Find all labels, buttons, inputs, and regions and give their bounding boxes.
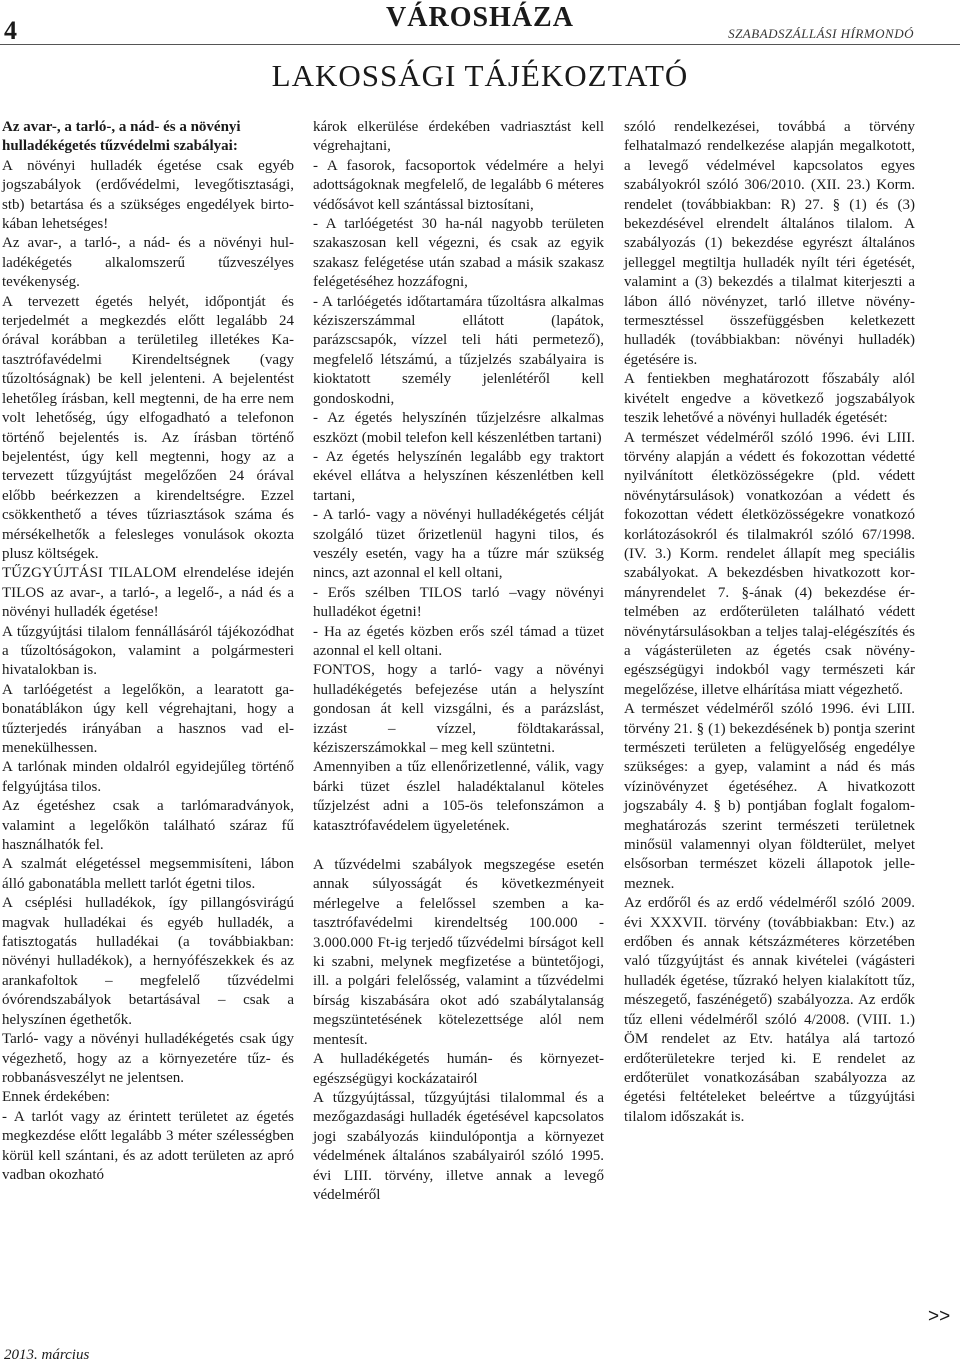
paragraph: A tűzgyújtási tilalom fennállásáról tájékozódhat a tűzoltóságokon, valamint a polgármesteri hivatalokban is.: [2, 623, 294, 679]
list-item: - A fasorok, facsoportok védelmére a helyi adottságoknak megfelelő, de legalább 6 méteres védősávot kell szántással biztosítani,: [313, 157, 604, 213]
list-item: - A tarló- vagy a növényi hulladékégetés célját szolgáló tüzet őrizetlenül hagyni tilos, és veszély esetén, vagy ha a tűzre már szükség nincs, azt azonnal el kell oltani,: [313, 507, 604, 582]
paragraph: Amennyiben a tűz ellenőrizetlenné, válik, vagy bárki tüzet észlel haladéktalanul köteles tűzjelzést adni a 105-ös telefonszámon a katasztrófavédelem ügyeletének.: [313, 759, 604, 834]
paragraph: A fentiekben meghatározott főszabály alól kivételt engedve a következő jogszabályok teszik lehetővé a növényi hulladék égetését:: [624, 371, 915, 427]
article-title-line-2: hulladékégetés tűzvédelmi szabályai:: [2, 138, 238, 155]
paragraph: Az erdőről és az erdő védelméről szóló 2009. évi XXXVII. törvény (továbbiakban: Etv.) az erdőben és annak kétszázméteres körzetében való tűzgyújtást és annak kivételei (vágásteri hulladék égetése, tűzrakó helyen kialakított tűz, mészegető, faszénégető) szabályozza. Az erdők tűz elleni védelméről szóló 4/2008. (VIII. 1.) ÖM rendelet az Etv. hatálya alá tartozó erdőterületekre terjed ki. E rendelet az erdőterület vonatkozásában szabályozza az égetési feltételeket beleértve a tűzgyújtási tilalom időszakát is.: [624, 895, 915, 1125]
paragraph: A növényi hulladék égetése csak egyéb jogszabályok (erdővédelmi, levegőtisztasági, stb) betartása és a szükséges engedélyek birtokában lehetséges!: [2, 157, 294, 233]
page-heading: LAKOSSÁGI TÁJÉKOZTATÓ: [271, 58, 689, 93]
paragraph: Az égetéshez csak a tarlómaradványok, valamint a legelőkön található száraz fű használhatók fel.: [2, 798, 294, 854]
list-item: - A tarlóégetést 30 ha-nál nagyobb területen szakaszosan kell végezni, és csak az egyik szakasz felégetése után szabad a másik szakasz felégetéséhez hozzáfogni,: [313, 216, 604, 291]
paragraph: Az avar-, a tarló-, a nád- és a növényi hulladékégetés alkalomszerű tűzveszélyes tevékenység.: [2, 235, 294, 291]
paragraph: A tarlónak minden oldalról egyidejűleg történő felgyújtása tilos.: [2, 759, 294, 795]
paragraph: károk elkerülése érdekében vadriasztást kell végrehajtani,: [313, 119, 604, 155]
list-item: - Erős szélben TILOS tarló –vagy növényi hulladékot égetni!: [313, 584, 604, 621]
paragraph: FONTOS, hogy a tarló- vagy a növényi hulladékégetés befejezése után a helyszínt gondosan át kell vizsgálni, és a parázslást, izzást – vízzel, földtakarással, kéziszerszámokkal – meg kell szüntetni.: [313, 662, 604, 756]
paragraph: A szalmát elégetéssel megsemmisíteni, lábon álló gabonatábla mellett tarlót égetni tilos.: [2, 856, 294, 892]
continue-marker: >>: [928, 1306, 951, 1327]
paragraph: - A tarlót vagy az érintett területet az égetés megkezdése előtt legalább 3 méter szélességben körül kell szántani, és az adott területen az apró vadban okozható: [2, 1108, 294, 1183]
page-number: 4: [4, 16, 17, 45]
section-title: VÁROSHÁZA: [386, 2, 574, 33]
paragraph: A természet védelméről szóló 1996. évi LIII. törvény 21. § (1) bekezdésének b) pontja szerint természeti területen a felügyelőség engedélye szükséges: a gyep, valamint a nád és más vízinövényzet égetéséhez. A hivatkozott jogszabály 4. § b) pontjában foglalt fogalom-meghatározás szerint természeti területnek minősül valamennyi olyan földterület, melyet elsősorban természet közeli állapotok jellemeznek.: [624, 701, 915, 892]
paragraph: Ennek érdekében:: [2, 1089, 110, 1106]
list-item: - Ha az égetés közben erős szél támad a tüzet azonnal el kell oltani.: [313, 623, 604, 659]
column-3: [624, 118, 915, 1127]
paragraph: A tűzvédelmi szabályok megszegése esetén annak súlyosságát és következményeit mérlegelve a felelőssel szemben a katasztrófavédelmi kirendeltség 100.000 - 3.000.000 Ft-ig terjedő tűzvédelmi bírságot kell ki szabni, melynek megfizetése a büntetőjogi, ill. a polgári felelősség, valamint a tűzvédelmi bírság kiszabására okot adó szabálytalanság megszüntetésének kötelezettsége alól nem mentesít.: [313, 857, 604, 1048]
paragraph: A cséplési hulladékok, így pillangósvirágú magvak hulladékai és egyéb hulladék, a fatisztogatás hulladékai (a továbbiakban: növényi hulladékok), a hernyófészekkek és az arankafoltok – megfelelő tűzvédelmi óvórendszabályok betartásával – csak a helyszínen égethetők.: [2, 895, 294, 1028]
list-item: - A tarlóégetés időtartamára tűzoltásra alkalmas kéziszerszámmal ellátott (lapátok, parázscsapók, vízzel teli háti permetező), megfelelő létszámú, a tűzjelzés szabályaira is kioktatott személy jelenlétéről kell gondoskodni,: [313, 293, 604, 407]
paragraph: A tarlóégetést a legelőkön, a learatott gabonatáblákon úgy kell végrehajtani, hogy a tűzterjedés irányában a hasznos vad elmenekülhessen.: [2, 681, 294, 756]
column-1: [2, 118, 294, 1185]
paragraph: A tűzgyújtással, tűzgyújtási tilalommal és a mezőgazdasági hulladék égetésével kapcsolatos jogi szabályozás kiindulópontja a környezet védelmének általános szabályairól szóló 1995. évi LIII. törvény, illetve annak a levegő védelméről: [313, 1089, 604, 1203]
paragraph: A tervezett égetés helyét, időpontját és terjedelmét a megkezdés előtt legalább 24 órával korábban a területileg illetékes Katasztrófavédelmi Kirendeltségnek (vagy tűzoltóságnak) be kell jelenteni. A bejelentést lehetőleg írásban, kell megtenni, de ha erre nem volt lehetőség, úgy elfogadható a telefonon történő bejelentés is. Az írásban történő bejelentést, úgy kell megtenni, hogy az a tervezett tűzgyújtást megelőzően 24 órával előbb beérkezzen a kirendeltségre. Ezzel csökkenthető a téves tűzriasztások száma és mérsékelhetők a felesleges vonulások okozta plusz költségek.: [2, 293, 294, 562]
article-title-line-1: Az avar-, a tarló-, a nád- és a növényi: [2, 119, 241, 135]
issue-date: 2013. március: [4, 1347, 90, 1363]
paragraph: Tarló- vagy a növényi hulladékégetés csak úgy végezhető, hogy az a környezetére tűz- és robbanásveszélyt ne jelentsen.: [2, 1031, 294, 1086]
paragraph: A természet védelméről szóló 1996. évi LIII. törvény alapján a védett és fokozottan védetté nyilvánított életközösségekre (pld. védett növénytársulások) vonatkozóan a védett és fokozottan védett életközösségekre vonatkozó korlátozásokról és tilalmakról szóló 67/1998. (IV. 3.) Korm. rendelet állapít meg speciális szabályokat. A bekezdésben hivatkozott kormányrendelet 7. §-ának (4) bekezdése értelmében az erdőterületen található védett növénytársulásokban a teljes talaj-elégészítés és a vágásterületen az égetés csak növény-egészségügyi indokból vagy természeti kár megelőzése, illetve elhárítása miatt végezhető.: [624, 429, 915, 698]
list-item: - Az égetés helyszínén legalább egy traktort ekével ellátva a helyszínen készenlétben kell tartani,: [313, 448, 604, 504]
paragraph: szóló rendelkezései, továbbá a törvény felhatalmazó rendelkezése alapján megalkotott, a levegő védelmével kapcsolatos egyes szabályokról szóló 306/2010. (XII. 23.) Korm. rendelet (továbbiakban: R) 27. § (1) és (3) bekezdésével elrendelt általános tilalom. A szabályozás (1) bekezdése egyrészt általános jelleggel megtiltja hulladék nyílt téri égetését, valamint a (3) bekezdés a tilalmat kiterjeszti a lábon álló növényzet, tarló illetve növénytermesztéssel összefüggésben keletkezett hulladék (továbbiakban: növényi hulladék) égetésére is.: [624, 119, 915, 368]
publication-name: SZABADSZÁLLÁSI HÍRMONDÓ: [728, 26, 914, 41]
list-item: - Az égetés helyszínén tűzjelzésre alkalmas eszközt (mobil telefon kell készenlétben tartani): [313, 410, 604, 446]
header-divider: [0, 44, 960, 45]
column-2: [313, 118, 604, 1205]
subheading: A hulladékégetés humán- és környezetegészségügyi kockázatairól: [313, 1051, 604, 1087]
paragraph: TŰZGYÚJTÁSI TILALOM elrendelése idején TILOS az avar-, a tarló-, a legelő-, a nád és a növényi hulladék égetése!: [2, 565, 294, 621]
